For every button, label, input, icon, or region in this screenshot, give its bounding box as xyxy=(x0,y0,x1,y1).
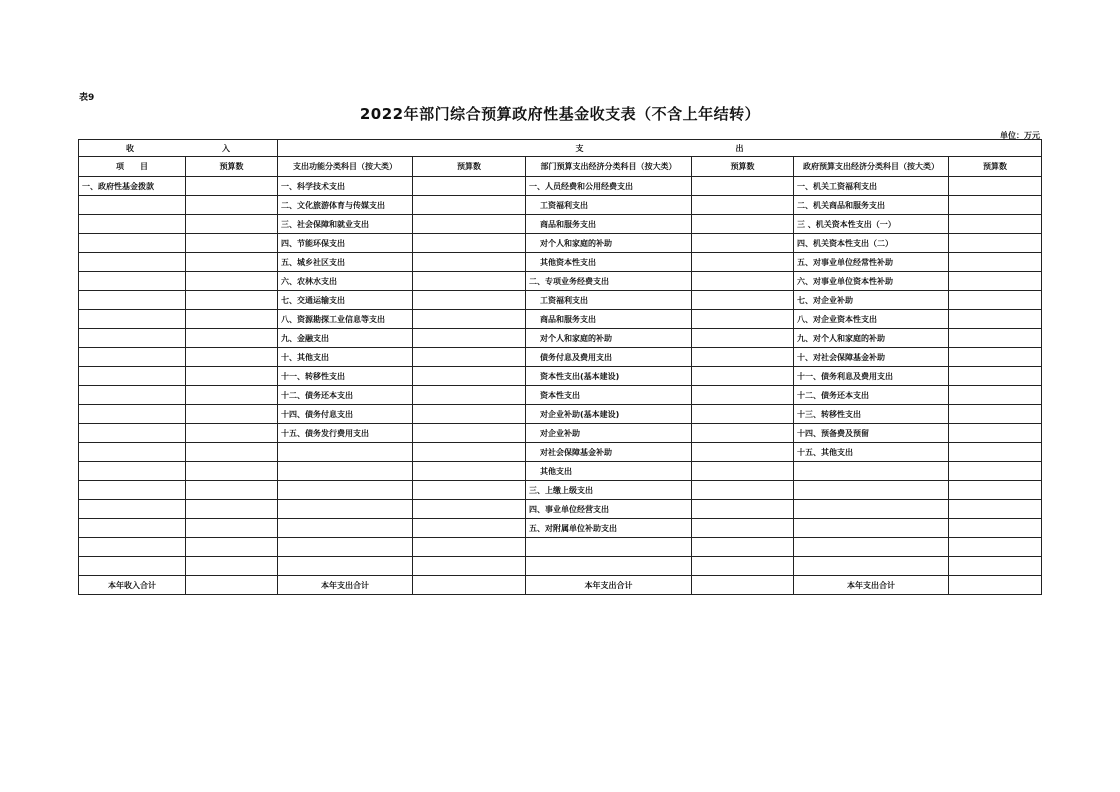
total-func-value xyxy=(413,576,526,595)
row-budget-cell xyxy=(949,196,1042,215)
row-budget-cell xyxy=(949,310,1042,329)
row-budget-cell xyxy=(413,196,526,215)
row-dept-cell: 商品和服务支出 xyxy=(526,215,692,234)
budget-table xyxy=(78,139,1042,595)
row-budget-cell xyxy=(413,367,526,386)
row-item-cell xyxy=(79,519,186,538)
col-header-item: 项 目 xyxy=(79,157,186,177)
row-budget-cell xyxy=(413,272,526,291)
row-budget-cell xyxy=(186,215,278,234)
row-func-cell: 五、城乡社区支出 xyxy=(278,253,413,272)
row-budget-cell xyxy=(186,196,278,215)
total-dept-value xyxy=(692,576,794,595)
row-budget-cell xyxy=(186,405,278,424)
unit-label: 单位：万元 xyxy=(1000,131,1040,140)
total-gov-label: 本年支出合计 xyxy=(794,576,949,595)
row-budget-cell xyxy=(413,462,526,481)
row-func-cell: 八、资源勘探工业信息等支出 xyxy=(278,310,413,329)
row-budget-cell xyxy=(692,234,794,253)
row-budget-cell xyxy=(186,272,278,291)
page-title: 2022年部门综合预算政府性基金收支表（不含上年结转） xyxy=(359,105,761,123)
row-budget-cell xyxy=(949,367,1042,386)
table-row xyxy=(79,519,1042,538)
row-dept-cell: 对企业补助(基本建设) xyxy=(526,405,692,424)
row-func-cell: 四、节能环保支出 xyxy=(278,234,413,253)
row-func-cell xyxy=(278,443,413,462)
row-dept-cell: 资本性支出(基本建设) xyxy=(526,367,692,386)
row-budget-cell xyxy=(949,481,1042,500)
row-budget-cell xyxy=(949,538,1042,557)
total-income-label: 本年收入合计 xyxy=(79,576,186,595)
table-row xyxy=(79,424,1042,443)
row-budget-cell xyxy=(186,253,278,272)
row-gov-cell: 十一、债务利息及费用支出 xyxy=(794,367,949,386)
totals-row xyxy=(79,576,1042,595)
row-item-cell xyxy=(79,367,186,386)
row-budget-cell xyxy=(692,310,794,329)
row-budget-cell xyxy=(949,405,1042,424)
row-gov-cell: 一、机关工资福利支出 xyxy=(794,177,949,196)
row-budget-cell xyxy=(413,443,526,462)
row-budget-cell xyxy=(186,443,278,462)
row-budget-cell xyxy=(186,519,278,538)
row-budget-cell xyxy=(949,557,1042,576)
row-budget-cell xyxy=(413,386,526,405)
row-budget-cell xyxy=(949,462,1042,481)
table-row xyxy=(79,557,1042,576)
row-item-cell xyxy=(79,329,186,348)
row-func-cell xyxy=(278,519,413,538)
row-gov-cell: 八、对企业资本性支出 xyxy=(794,310,949,329)
row-budget-cell xyxy=(949,500,1042,519)
row-budget-cell xyxy=(949,386,1042,405)
row-budget-cell xyxy=(186,310,278,329)
row-budget-cell xyxy=(186,234,278,253)
row-budget-cell xyxy=(692,519,794,538)
row-budget-cell xyxy=(692,424,794,443)
row-budget-cell xyxy=(413,253,526,272)
table-row xyxy=(79,177,1042,196)
row-budget-cell xyxy=(186,424,278,443)
row-dept-cell xyxy=(526,538,692,557)
row-budget-cell xyxy=(186,367,278,386)
row-budget-cell xyxy=(692,196,794,215)
row-dept-cell: 资本性支出 xyxy=(526,386,692,405)
row-item-cell xyxy=(79,234,186,253)
row-item-cell xyxy=(79,272,186,291)
table-row xyxy=(79,291,1042,310)
total-dept-label: 本年支出合计 xyxy=(526,576,692,595)
row-func-cell xyxy=(278,462,413,481)
row-budget-cell xyxy=(186,177,278,196)
row-gov-cell xyxy=(794,500,949,519)
row-budget-cell xyxy=(413,557,526,576)
row-gov-cell: 九、对个人和家庭的补助 xyxy=(794,329,949,348)
row-item-cell xyxy=(79,386,186,405)
row-budget-cell xyxy=(949,177,1042,196)
row-dept-cell: 其他支出 xyxy=(526,462,692,481)
row-budget-cell xyxy=(413,310,526,329)
row-budget-cell xyxy=(949,443,1042,462)
row-item-cell xyxy=(79,348,186,367)
row-dept-cell: 四、事业单位经营支出 xyxy=(526,500,692,519)
row-item-cell xyxy=(79,538,186,557)
row-gov-cell: 十四、预备费及预留 xyxy=(794,424,949,443)
col-header-dept-econ-class: 部门预算支出经济分类科目（按大类） xyxy=(526,157,692,177)
row-budget-cell xyxy=(413,424,526,443)
table-row xyxy=(79,310,1042,329)
row-budget-cell xyxy=(413,215,526,234)
row-budget-cell xyxy=(949,291,1042,310)
row-dept-cell: 工资福利支出 xyxy=(526,196,692,215)
row-item-cell xyxy=(79,443,186,462)
row-item-cell xyxy=(79,253,186,272)
row-gov-cell: 七、对企业补助 xyxy=(794,291,949,310)
col-header-budget: 预算数 xyxy=(949,157,1042,177)
row-dept-cell xyxy=(526,557,692,576)
col-header-func-class: 支出功能分类科目（按大类） xyxy=(278,157,413,177)
row-budget-cell xyxy=(186,348,278,367)
row-gov-cell xyxy=(794,557,949,576)
table-row xyxy=(79,348,1042,367)
total-income-value xyxy=(186,576,278,595)
row-budget-cell xyxy=(186,538,278,557)
row-item-cell xyxy=(79,462,186,481)
row-budget-cell xyxy=(186,329,278,348)
row-budget-cell xyxy=(413,234,526,253)
row-func-cell xyxy=(278,481,413,500)
col-header-gov-econ-class: 政府预算支出经济分类科目（按大类） xyxy=(794,157,949,177)
row-budget-cell xyxy=(413,500,526,519)
row-item-cell xyxy=(79,291,186,310)
row-item-cell xyxy=(79,405,186,424)
row-dept-cell: 二、专项业务经费支出 xyxy=(526,272,692,291)
row-item-cell xyxy=(79,557,186,576)
row-dept-cell: 对社会保障基金补助 xyxy=(526,443,692,462)
row-gov-cell xyxy=(794,538,949,557)
row-budget-cell xyxy=(692,272,794,291)
table-row xyxy=(79,196,1042,215)
row-budget-cell xyxy=(692,538,794,557)
row-budget-cell xyxy=(413,405,526,424)
row-func-cell: 三、社会保障和就业支出 xyxy=(278,215,413,234)
row-gov-cell: 十三、转移性支出 xyxy=(794,405,949,424)
col-header-budget: 预算数 xyxy=(692,157,794,177)
header-row-group xyxy=(79,140,1042,157)
table-row xyxy=(79,500,1042,519)
row-gov-cell: 四、机关资本性支出（二） xyxy=(794,234,949,253)
row-item-cell xyxy=(79,424,186,443)
row-budget-cell xyxy=(949,424,1042,443)
row-dept-cell: 对企业补助 xyxy=(526,424,692,443)
table-row xyxy=(79,462,1042,481)
table-row xyxy=(79,538,1042,557)
row-dept-cell: 五、对附属单位补助支出 xyxy=(526,519,692,538)
row-gov-cell: 十、对社会保障基金补助 xyxy=(794,348,949,367)
table-row xyxy=(79,215,1042,234)
row-func-cell: 十一、转移性支出 xyxy=(278,367,413,386)
row-gov-cell: 十二、债务还本支出 xyxy=(794,386,949,405)
row-func-cell: 十二、债务还本支出 xyxy=(278,386,413,405)
row-item-cell xyxy=(79,196,186,215)
row-dept-cell: 三、上缴上级支出 xyxy=(526,481,692,500)
row-dept-cell: 债务付息及费用支出 xyxy=(526,348,692,367)
row-budget-cell xyxy=(186,500,278,519)
row-budget-cell xyxy=(186,557,278,576)
row-budget-cell xyxy=(692,443,794,462)
table-row xyxy=(79,405,1042,424)
table-number: 表9 xyxy=(79,93,95,103)
row-budget-cell xyxy=(692,462,794,481)
row-func-cell: 六、农林水支出 xyxy=(278,272,413,291)
col-header-budget: 预算数 xyxy=(413,157,526,177)
table-row xyxy=(79,481,1042,500)
row-budget-cell xyxy=(692,177,794,196)
row-budget-cell xyxy=(413,177,526,196)
row-dept-cell: 其他资本性支出 xyxy=(526,253,692,272)
row-func-cell: 十五、债务发行费用支出 xyxy=(278,424,413,443)
row-budget-cell xyxy=(949,234,1042,253)
row-budget-cell xyxy=(413,519,526,538)
row-func-cell xyxy=(278,557,413,576)
row-budget-cell xyxy=(413,329,526,348)
row-budget-cell xyxy=(692,405,794,424)
row-budget-cell xyxy=(949,519,1042,538)
row-budget-cell xyxy=(692,348,794,367)
total-gov-value xyxy=(949,576,1042,595)
table-row xyxy=(79,272,1042,291)
table-row xyxy=(79,234,1042,253)
row-func-cell xyxy=(278,500,413,519)
row-budget-cell xyxy=(692,215,794,234)
row-budget-cell xyxy=(413,291,526,310)
row-budget-cell xyxy=(949,215,1042,234)
row-budget-cell xyxy=(692,291,794,310)
row-budget-cell xyxy=(692,253,794,272)
table-row xyxy=(79,386,1042,405)
row-budget-cell xyxy=(692,329,794,348)
row-gov-cell: 十五、其他支出 xyxy=(794,443,949,462)
income-header: 收 入 xyxy=(79,140,278,157)
row-gov-cell xyxy=(794,519,949,538)
row-func-cell: 十、其他支出 xyxy=(278,348,413,367)
row-budget-cell xyxy=(413,481,526,500)
row-dept-cell: 对个人和家庭的补助 xyxy=(526,234,692,253)
row-budget-cell xyxy=(949,272,1042,291)
header-row-columns xyxy=(79,157,1042,177)
row-func-cell: 十四、债务付息支出 xyxy=(278,405,413,424)
row-func-cell: 九、金融支出 xyxy=(278,329,413,348)
row-budget-cell xyxy=(186,481,278,500)
row-budget-cell xyxy=(413,538,526,557)
row-dept-cell: 一、人员经费和公用经费支出 xyxy=(526,177,692,196)
row-dept-cell: 商品和服务支出 xyxy=(526,310,692,329)
row-item-cell xyxy=(79,310,186,329)
row-budget-cell xyxy=(692,386,794,405)
row-func-cell: 二、文化旅游体育与传媒支出 xyxy=(278,196,413,215)
row-budget-cell xyxy=(949,253,1042,272)
row-budget-cell xyxy=(413,348,526,367)
row-func-cell: 七、交通运输支出 xyxy=(278,291,413,310)
row-dept-cell: 对个人和家庭的补助 xyxy=(526,329,692,348)
row-budget-cell xyxy=(949,348,1042,367)
row-gov-cell: 五、对事业单位经常性补助 xyxy=(794,253,949,272)
row-budget-cell xyxy=(186,386,278,405)
row-item-cell xyxy=(79,500,186,519)
table-row xyxy=(79,329,1042,348)
col-header-budget: 预算数 xyxy=(186,157,278,177)
expense-header: 支 出 xyxy=(278,140,1042,157)
row-dept-cell: 工资福利支出 xyxy=(526,291,692,310)
row-gov-cell: 二、机关商品和服务支出 xyxy=(794,196,949,215)
row-item-cell: 一、政府性基金拨款 xyxy=(79,177,186,196)
row-budget-cell xyxy=(692,557,794,576)
row-gov-cell: 六、对事业单位资本性补助 xyxy=(794,272,949,291)
row-gov-cell: 三 、机关资本性支出（一） xyxy=(794,215,949,234)
table-row xyxy=(79,367,1042,386)
row-budget-cell xyxy=(692,481,794,500)
row-budget-cell xyxy=(692,500,794,519)
row-func-cell xyxy=(278,538,413,557)
row-func-cell: 一、科学技术支出 xyxy=(278,177,413,196)
row-gov-cell xyxy=(794,462,949,481)
row-budget-cell xyxy=(186,291,278,310)
row-item-cell xyxy=(79,481,186,500)
row-item-cell xyxy=(79,215,186,234)
total-func-label: 本年支出合计 xyxy=(278,576,413,595)
table-row xyxy=(79,253,1042,272)
table-row xyxy=(79,443,1042,462)
row-budget-cell xyxy=(949,329,1042,348)
row-budget-cell xyxy=(692,367,794,386)
row-budget-cell xyxy=(186,462,278,481)
row-gov-cell xyxy=(794,481,949,500)
